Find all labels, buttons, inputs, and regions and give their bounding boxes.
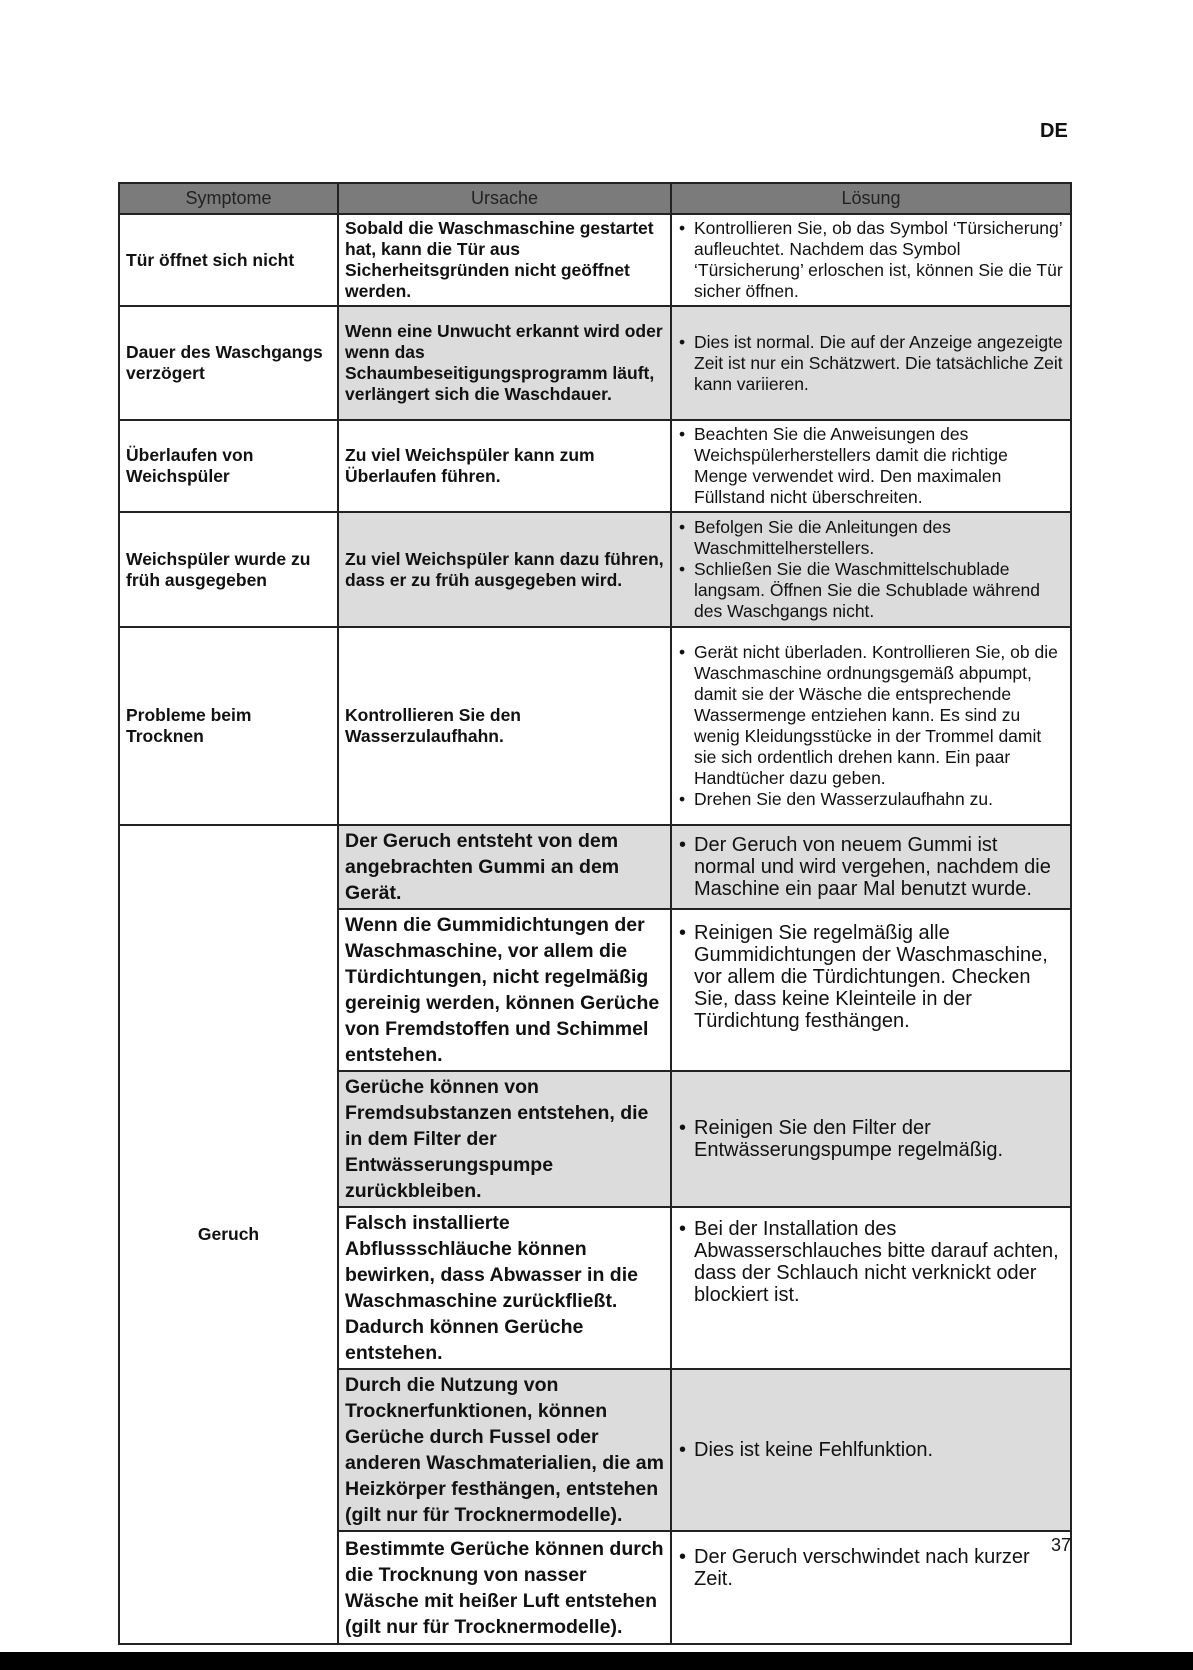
page-number: 37 xyxy=(1051,1535,1072,1555)
solution-item: • Der Geruch von neuem Gummi ist normal und wird vergehen, nachdem die Maschine ein paar Mal benutzt wurde. xyxy=(678,834,1064,900)
header-symptome: Symptome xyxy=(119,183,338,214)
language-label: DE xyxy=(1040,120,1068,142)
solution-item: • Reinigen Sie regelmäßig alle Gummidichtungen der Waschmaschine, vor allem die Türdichtungen. Checken Sie, dass keine Kleinteile in der Türdichtung festhängen. xyxy=(678,922,1064,1032)
cause-cell: Kontrollieren Sie den Wasserzulaufhahn. xyxy=(338,627,671,825)
symptom-cell: Probleme beim Trocknen xyxy=(119,627,338,825)
table-row xyxy=(119,825,1071,909)
cause-cell: Zu viel Weichspüler kann zum Überlaufen führen. xyxy=(338,420,671,512)
cause-cell: Sobald die Waschmaschine gestartet hat, kann die Tür aus Sicherheitsgründen nicht geöffnet werden. xyxy=(338,214,671,306)
bottom-edge-bar xyxy=(0,1652,1193,1670)
solution-cell xyxy=(671,1531,1071,1644)
cause-cell: Wenn die Gummidichtungen der Waschmaschine, vor allem die Türdichtungen, nicht regelmäßig gereinig werden, können Gerüche von Fremdstoffen und Schimmel entstehen. xyxy=(338,909,671,1071)
solution-item: • Der Geruch verschwindet nach kurzer Zeit. xyxy=(678,1546,1064,1590)
cause-cell: Zu viel Weichspüler kann dazu führen, dass er zu früh ausgegeben wird. xyxy=(338,512,671,627)
troubleshooting-table xyxy=(118,182,1072,1645)
solution-cell xyxy=(671,1071,1071,1207)
cause-cell: Bestimmte Gerüche können durch die Trocknung von nasser Wäsche mit heißer Luft entstehen (gilt nur für Trocknermodelle). xyxy=(338,1531,671,1644)
table-row xyxy=(119,214,1071,306)
solution-item: • Reinigen Sie den Filter der Entwässerungspumpe regelmäßig. xyxy=(678,1117,1064,1161)
solution-item: • Befolgen Sie die Anleitungen des Waschmittelherstellers. xyxy=(678,517,1064,559)
table-header-row xyxy=(119,183,1071,214)
solution-item: • Bei der Installation des Abwasserschlauches bitte darauf achten, dass der Schlauch nicht verknickt oder blockiert ist. xyxy=(678,1218,1064,1306)
symptom-cell: Weichspüler wurde zu früh ausgegeben xyxy=(119,512,338,627)
solution-item: • Beachten Sie die Anweisungen des Weichspülerherstellers damit die richtige Menge verwendet wird. Den maximalen Füllstand nicht überschreiten. xyxy=(678,424,1064,508)
solution-cell xyxy=(671,512,1071,627)
solution-item: • Drehen Sie den Wasserzulaufhahn zu. xyxy=(678,789,1064,810)
cause-cell: Durch die Nutzung von Trocknerfunktionen, können Gerüche durch Fussel oder anderen Waschmaterialien, die am Heizkörper festhängen, entstehen (gilt nur für Trocknermodelle). xyxy=(338,1369,671,1531)
cause-cell: Falsch installierte Abflussschläuche können bewirken, dass Abwasser in die Waschmaschine zurückfließt. Dadurch können Gerüche entstehen. xyxy=(338,1207,671,1369)
table-row xyxy=(119,512,1071,627)
symptom-cell: Dauer des Waschgangs verzögert xyxy=(119,306,338,420)
table-row xyxy=(119,627,1071,825)
solution-cell xyxy=(671,1207,1071,1369)
solution-cell xyxy=(671,420,1071,512)
solution-item: • Dies ist keine Fehlfunktion. xyxy=(678,1439,1064,1461)
cause-cell: Der Geruch entsteht von dem angebrachten Gummi an dem Gerät. xyxy=(338,825,671,909)
symptom-cell-geruch: Geruch xyxy=(119,825,338,1644)
cause-cell: Gerüche können von Fremdsubstanzen entstehen, die in dem Filter der Entwässerungspumpe zurückbleiben. xyxy=(338,1071,671,1207)
cause-cell: Wenn eine Unwucht erkannt wird oder wenn das Schaumbeseitigungsprogramm läuft, verlängert sich die Waschdauer. xyxy=(338,306,671,420)
solution-cell xyxy=(671,214,1071,306)
solution-cell xyxy=(671,825,1071,909)
table-row xyxy=(119,420,1071,512)
symptom-cell: Überlaufen von Weichspüler xyxy=(119,420,338,512)
solution-item: • Dies ist normal. Die auf der Anzeige angezeigte Zeit ist nur ein Schätzwert. Die tatsächliche Zeit kann variieren. xyxy=(678,332,1064,395)
solution-cell xyxy=(671,627,1071,825)
solution-item: • Gerät nicht überladen. Kontrollieren Sie, ob die Waschmaschine ordnungsgemäß abpumpt, damit sie der Wäsche die entsprechende Wassermenge entziehen kann. Es sind zu wenig Kleidungsstücke in der Trommel damit sie sich ordentlich drehen kann. Ein paar Handtücher dazu geben. xyxy=(678,642,1064,789)
header-loesung: Lösung xyxy=(671,183,1071,214)
header-ursache: Ursache xyxy=(338,183,671,214)
solution-cell xyxy=(671,306,1071,420)
solution-cell xyxy=(671,909,1071,1071)
symptom-cell: Tür öffnet sich nicht xyxy=(119,214,338,306)
table-row xyxy=(119,306,1071,420)
solution-cell xyxy=(671,1369,1071,1531)
solution-item: • Schließen Sie die Waschmittelschublade langsam. Öffnen Sie die Schublade während des Waschgangs nicht. xyxy=(678,559,1064,622)
solution-item: • Kontrollieren Sie, ob das Symbol ‘Türsicherung’ aufleuchtet. Nachdem das Symbol ‘Türsicherung’ erloschen ist, können Sie die Tür sicher öffnen. xyxy=(678,218,1064,302)
